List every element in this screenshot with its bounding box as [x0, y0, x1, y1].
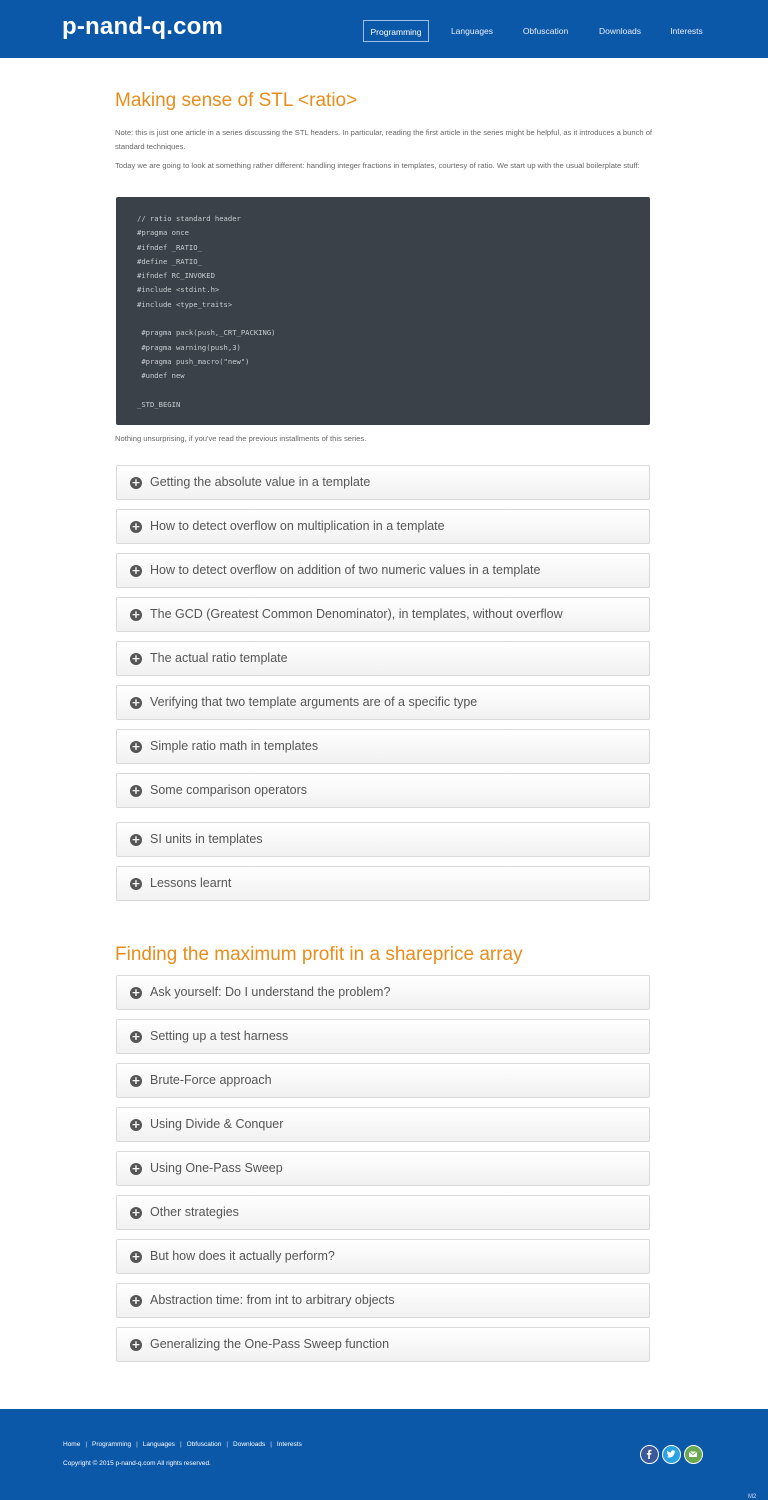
plus-circle-icon: +: [131, 608, 141, 621]
copyright: Copyright © 2015 p-nand-q.com All rights reserved.: [63, 1460, 211, 1467]
accordion-label: The GCD (Greatest Common Denominator), in templates, without overflow: [150, 607, 563, 621]
article-title-ratio: Making sense of STL <ratio>: [115, 90, 358, 111]
nav-obfuscation[interactable]: Obfuscation: [522, 26, 569, 36]
accordion-label: Abstraction time: from int to arbitrary objects: [150, 1293, 395, 1307]
code-line: #ifndef RC_INVOKED: [137, 271, 215, 281]
accordion-label: Using Divide & Conquer: [150, 1117, 284, 1131]
accordion-test-harness[interactable]: [116, 1019, 650, 1054]
footer-link-obfuscation[interactable]: Obfuscation: [186, 1441, 222, 1448]
intro-paragraph: Note: this is just one article in a series discussing the STL headers. In particular, reading the first article in the series might be helpful, as it introduces a bunch of standard techniques.: [115, 128, 653, 151]
accordion-verify-types[interactable]: [116, 685, 650, 720]
accordion-label: The actual ratio template: [150, 651, 288, 665]
accordion-comparison[interactable]: [116, 773, 650, 808]
site-logo[interactable]: p-nand-q.com: [62, 13, 224, 40]
accordion-gcd[interactable]: [116, 597, 650, 632]
accordion-ratio-template[interactable]: [116, 641, 650, 676]
plus-circle-icon: +: [131, 652, 141, 665]
code-line: #undef new: [137, 371, 185, 381]
accordion-label: How to detect overflow on addition of two numeric values in a template: [150, 563, 541, 577]
code-line: #pragma warning(push,3): [137, 342, 241, 352]
accordion-label: Verifying that two template arguments are of a specific type: [150, 695, 478, 709]
email-icon[interactable]: [684, 1445, 703, 1464]
accordion-abstraction[interactable]: [116, 1283, 650, 1318]
accordion-add-overflow[interactable]: [116, 553, 650, 588]
plus-circle-icon: +: [131, 740, 141, 753]
accordion-label: Ask yourself: Do I understand the problem?: [150, 985, 391, 999]
code-line: [137, 384, 650, 398]
accordion-generalizing[interactable]: [116, 1327, 650, 1362]
nav-programming[interactable]: Programming: [363, 20, 429, 42]
site-header: [0, 0, 768, 58]
footer-link-downloads[interactable]: Downloads: [233, 1441, 266, 1448]
plus-circle-icon: +: [131, 520, 141, 533]
accordion-lessons[interactable]: [116, 866, 650, 901]
code-line: #pragma once: [137, 228, 189, 238]
code-line: #include <stdint.h>: [137, 285, 220, 295]
nav-languages[interactable]: Languages: [450, 26, 494, 36]
accordion-ratio-math[interactable]: [116, 729, 650, 764]
code-line: // ratio standard header: [137, 214, 241, 223]
accordion-label: How to detect overflow on multiplication in a template: [150, 519, 445, 533]
accordion-understand-problem[interactable]: [116, 975, 650, 1010]
plus-circle-icon: +: [131, 1250, 141, 1263]
plus-circle-icon: +: [131, 564, 141, 577]
plus-circle-icon: +: [131, 696, 141, 709]
code-line: #include <type_traits>: [137, 299, 233, 309]
plus-circle-icon: +: [131, 833, 141, 846]
boilerplate-paragraph: Today we are going to look at something rather different: handling integer fractions in templates, courtesy of ratio. We start up with the usual boilerplate stuff:: [115, 161, 640, 170]
accordion-si-units[interactable]: [116, 822, 650, 857]
accordion-abs-value[interactable]: [116, 465, 650, 500]
plus-circle-icon: +: [131, 1162, 141, 1175]
accordion-label: Some comparison operators: [150, 783, 308, 797]
facebook-icon[interactable]: [640, 1445, 659, 1464]
footer-links: Home | Programming | Languages | Obfuscation | Downloads | Interests: [63, 1441, 302, 1448]
plus-circle-icon: +: [131, 784, 141, 797]
plus-circle-icon: +: [131, 877, 141, 890]
accordion-label: Other strategies: [150, 1205, 239, 1219]
accordion-performance[interactable]: [116, 1239, 650, 1274]
accordion-label: Getting the absolute value in a template: [150, 475, 371, 489]
code-line: #ifndef _RATIO_: [137, 242, 202, 252]
plus-circle-icon: +: [131, 1206, 141, 1219]
accordion-other-strategies[interactable]: [116, 1195, 650, 1230]
accordion-label: Setting up a test harness: [150, 1029, 289, 1043]
accordion-label: Lessons learnt: [150, 876, 232, 890]
code-line: #pragma push_macro("new"): [137, 356, 250, 366]
accordion-label: Brute-Force approach: [150, 1073, 272, 1087]
plus-circle-icon: +: [131, 476, 141, 489]
accordion-label: Using One-Pass Sweep: [150, 1161, 283, 1175]
twitter-icon[interactable]: [662, 1445, 681, 1464]
code-line: _STD_BEGIN: [137, 399, 181, 409]
footer-link-languages[interactable]: Languages: [142, 1441, 175, 1448]
plus-circle-icon: +: [131, 1338, 141, 1351]
nav-interests[interactable]: Interests: [670, 26, 703, 36]
footer-link-home[interactable]: Home: [63, 1441, 81, 1448]
accordion-label: Simple ratio math in templates: [150, 739, 319, 753]
plus-circle-icon: +: [131, 1074, 141, 1087]
site-footer: [0, 1409, 768, 1500]
footer-link-interests[interactable]: Interests: [276, 1441, 302, 1448]
plus-circle-icon: +: [131, 986, 141, 999]
nav-downloads[interactable]: Downloads: [598, 26, 642, 36]
code-line: #define _RATIO_: [137, 256, 202, 266]
accordion-label: SI units in templates: [150, 832, 263, 846]
code-line: [137, 312, 650, 326]
footer-link-programming[interactable]: Programming: [92, 1441, 132, 1448]
main-nav: [0, 20, 768, 42]
accordion-mul-overflow[interactable]: [116, 509, 650, 544]
accordion-divide-conquer[interactable]: [116, 1107, 650, 1142]
plus-circle-icon: +: [131, 1030, 141, 1043]
accordion-brute-force[interactable]: [116, 1063, 650, 1098]
plus-circle-icon: +: [131, 1294, 141, 1307]
article-title-shareprice: Finding the maximum profit in a shareprice array: [115, 944, 523, 965]
corner-label: M2: [748, 1494, 757, 1500]
accordion-one-pass[interactable]: [116, 1151, 650, 1186]
accordion-label: But how does it actually perform?: [150, 1249, 335, 1263]
code-block: [116, 197, 650, 425]
code-line: #pragma pack(push,_CRT_PACKING): [137, 328, 276, 338]
plus-circle-icon: +: [131, 1118, 141, 1131]
after-code-paragraph: Nothing unsurprising, if you've read the previous installments of this series.: [115, 434, 367, 443]
accordion-label: Generalizing the One-Pass Sweep function: [150, 1337, 390, 1351]
